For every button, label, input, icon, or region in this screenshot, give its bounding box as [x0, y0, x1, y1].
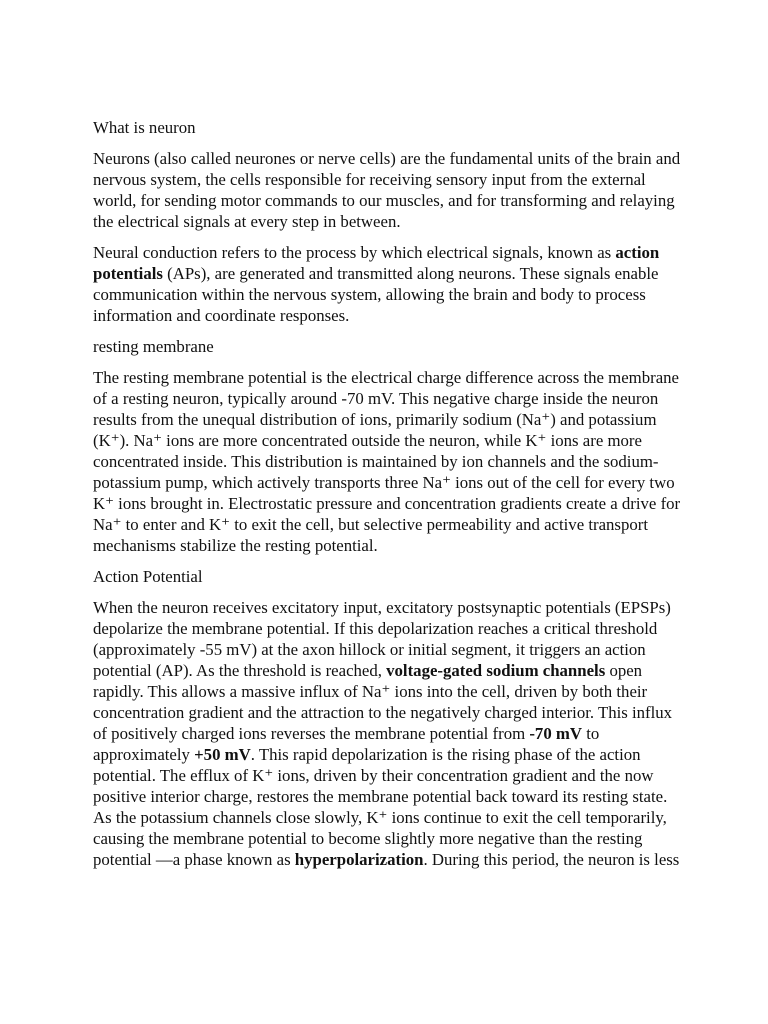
paragraph-neurons-definition: Neurons (also called neurones or nerve cells) are the fundamental units of the brain and nervous system, the cells responsible for receiving sensory input from the external world, for sending motor commands to our muscles, and for transforming and relaying the electrical signals at every step in between. [93, 149, 681, 231]
text-run: Neural conduction refers to the process by which electrical signals, known as [93, 243, 616, 262]
text-run: open rapidly. This allows a massive influx of Na⁺ ions into the cell, driven by both their concentration gradient and the attraction to the negatively charged interior. This influx of positively charged ions reverses the membrane potential from [93, 661, 673, 743]
heading-what-is-neuron: What is neuron [93, 118, 196, 137]
text-run: (APs), are generated and transmitted along neurons. These signals enable communication within the nervous system, allowing the brain and body to process information and coordinate responses. [93, 264, 659, 325]
bold-value-minus-70mv: -70 mV [529, 724, 583, 743]
paragraph-resting-potential: The resting membrane potential is the electrical charge difference across the membrane of a resting neuron, typically around -70 mV. This negative charge inside the neuron results from the unequal distribution of ions, primarily sodium (Na⁺) and potassium (K⁺). Na⁺ ions are more concentrated outside the neuron, while K⁺ ions are more concentrated inside. This distribution is maintained by ion channels and the sodium-potassium pump, which actively transports three Na⁺ ions out of the cell for every two K⁺ ions brought in. Electrostatic pressure and concentration gradients create a drive for Na⁺ to enter and K⁺ to exit the cell, but selective permeability and active transport mechanisms stabilize the resting potential. [93, 368, 681, 555]
text-run: to approximately [93, 724, 600, 764]
text-run: . During this period, the neuron is less [423, 850, 680, 869]
bold-term-hyperpolarization: hyperpolarization [294, 850, 424, 869]
paragraph-neural-conduction [93, 242, 683, 326]
heading-resting-membrane: resting membrane [93, 337, 214, 356]
bold-value-plus-50mv: +50 mV [194, 745, 251, 764]
text-run: When the neuron receives excitatory input, excitatory postsynaptic potentials (EPSPs) depolarize the membrane potential. If this depolarization reaches a critical threshold (approximately -55 mV) at the axon hillock or initial segment, it triggers an action potential (AP). As the threshold is reached, [93, 598, 671, 680]
document-page [93, 117, 683, 880]
text-run: . This rapid depolarization is the rising phase of the action potential. The efflux of K⁺ ions, driven by their concentration gradient and the now positive interior charge, restores the membrane potential back toward its resting state. As the potassium channels close slowly, K⁺ ions continue to exit the cell temporarily, causing the membrane potential to become slightly more negative than the resting potential —a phase known as [93, 745, 668, 869]
paragraph-action-potential [93, 597, 683, 870]
bold-term-voltage-gated-sodium-channels: voltage-gated sodium channels [386, 661, 606, 680]
heading-action-potential: Action Potential [93, 567, 203, 586]
bold-term-action-potentials: action potentials [93, 243, 660, 283]
